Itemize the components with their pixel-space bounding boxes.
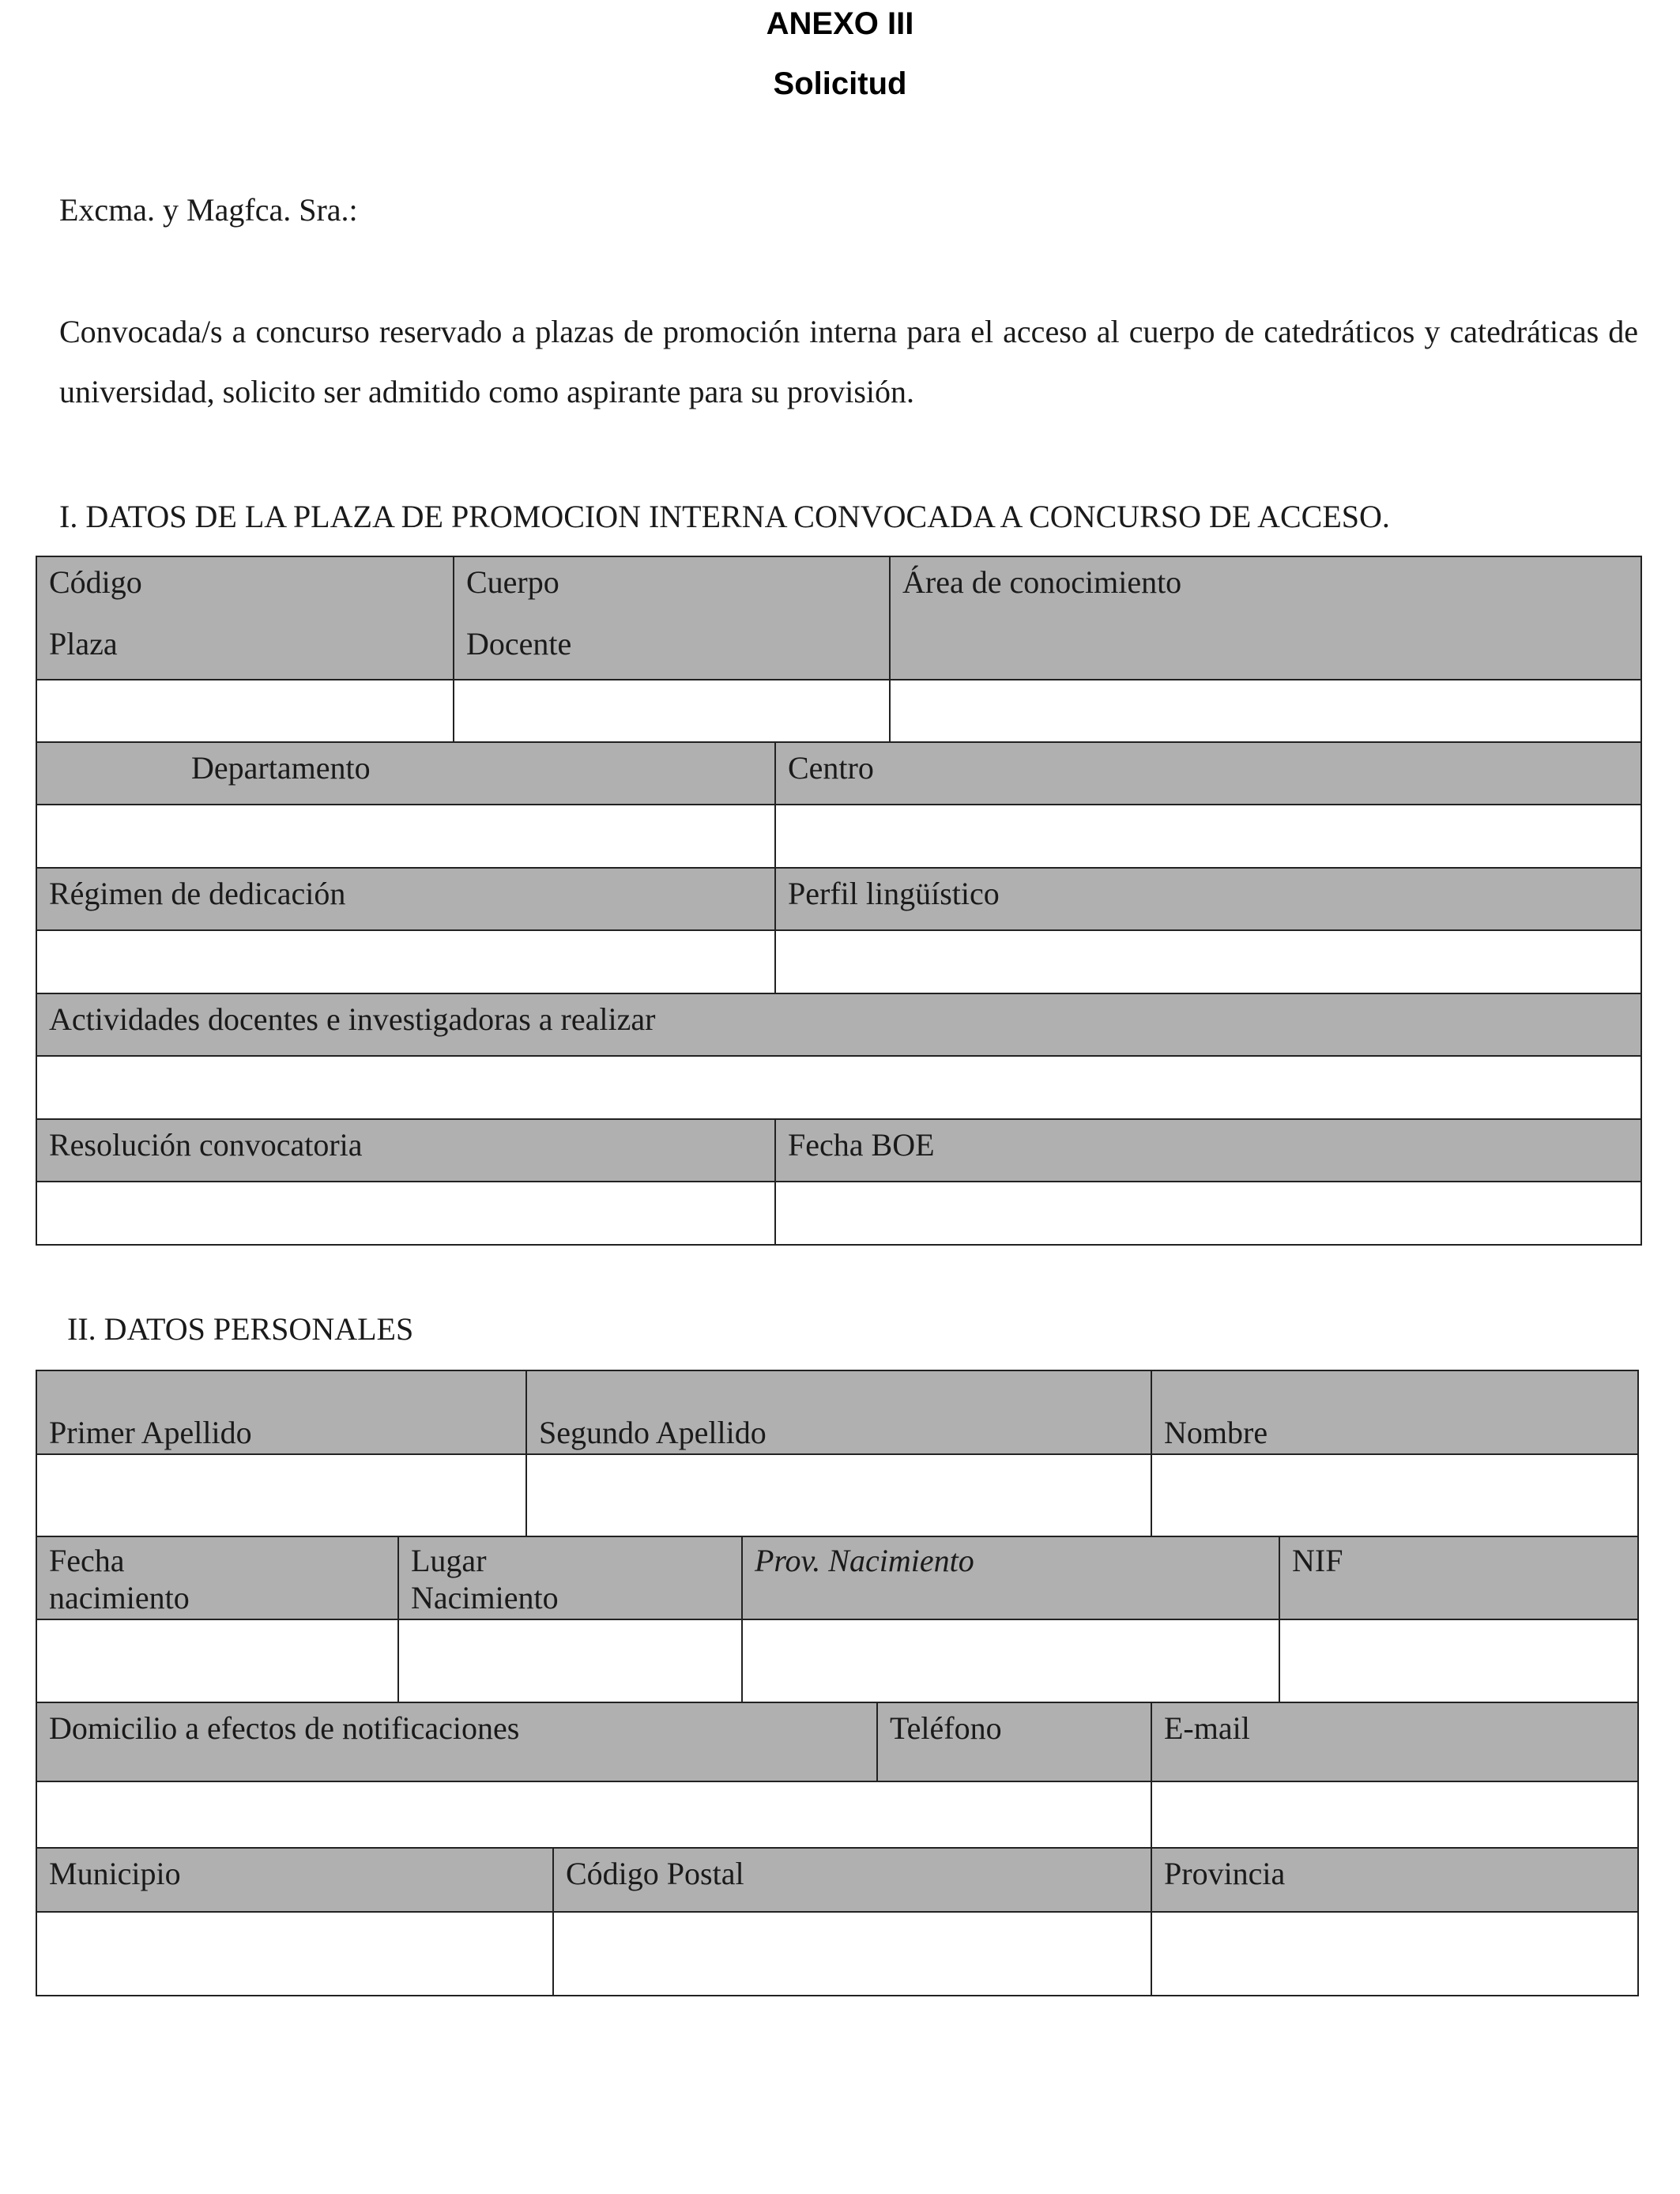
resolucion-header bbox=[36, 1118, 776, 1182]
perfil-label: Perfil lingüístico bbox=[788, 876, 1000, 911]
lugar-nacimiento-header bbox=[397, 1536, 743, 1620]
centro-label: Centro bbox=[788, 750, 874, 786]
resolucion-label: Resolución convocatoria bbox=[49, 1127, 363, 1163]
departamento-label: Departamento bbox=[191, 750, 371, 786]
primer-apellido-header bbox=[36, 1370, 527, 1455]
prov-nacimiento-header bbox=[741, 1536, 1280, 1620]
nif-header bbox=[1279, 1536, 1639, 1620]
email-field[interactable] bbox=[1151, 1781, 1639, 1849]
municipio-field[interactable] bbox=[36, 1911, 554, 1996]
telefono-label: Teléfono bbox=[890, 1710, 1002, 1746]
nombre-label: Nombre bbox=[1164, 1415, 1268, 1450]
departamento-header bbox=[36, 741, 776, 805]
centro-header bbox=[774, 741, 1642, 805]
cuerpo-docente-header bbox=[453, 556, 891, 680]
email-header bbox=[1151, 1702, 1639, 1782]
centro-field[interactable] bbox=[774, 804, 1642, 869]
primer-apellido-label: Primer Apellido bbox=[49, 1415, 252, 1450]
segundo-apellido-label: Segundo Apellido bbox=[539, 1415, 767, 1450]
regimen-field[interactable] bbox=[36, 929, 776, 994]
regimen-label: Régimen de dedicación bbox=[49, 876, 346, 911]
provincia-field[interactable] bbox=[1151, 1911, 1639, 1996]
fecha-nacimiento-label-line1: Fecha bbox=[49, 1543, 125, 1578]
departamento-field[interactable] bbox=[36, 804, 776, 869]
fecha-nacimiento-header bbox=[36, 1536, 399, 1620]
municipio-label: Municipio bbox=[49, 1856, 181, 1891]
lugar-nacimiento-label-line2: Nacimiento bbox=[411, 1580, 559, 1615]
perfil-field[interactable] bbox=[774, 929, 1642, 994]
nombre-header bbox=[1151, 1370, 1639, 1455]
fecha-boe-label: Fecha BOE bbox=[788, 1127, 935, 1163]
municipio-header bbox=[36, 1847, 554, 1913]
section-2-title: II. DATOS PERSONALES bbox=[67, 1311, 414, 1347]
fecha-nacimiento-field[interactable] bbox=[36, 1619, 399, 1703]
annex-title: ANEXO III bbox=[766, 6, 914, 41]
codigo-plaza-label-line1: Código bbox=[49, 564, 142, 600]
telefono-header bbox=[876, 1702, 1152, 1782]
nif-field[interactable] bbox=[1279, 1619, 1639, 1703]
actividades-label: Actividades docentes e investigadoras a realizar bbox=[49, 1001, 656, 1037]
lugar-nacimiento-field[interactable] bbox=[397, 1619, 743, 1703]
fecha-nacimiento-label-line2: nacimiento bbox=[49, 1580, 190, 1615]
nif-label: NIF bbox=[1292, 1543, 1343, 1578]
cuerpo-docente-label-line2: Docente bbox=[466, 626, 572, 662]
section-1-title: I. DATOS DE LA PLAZA DE PROMOCION INTERNA CONVOCADA A CONCURSO DE ACCESO. bbox=[59, 499, 1390, 534]
nombre-field[interactable] bbox=[1151, 1453, 1639, 1537]
codigo-postal-field[interactable] bbox=[552, 1911, 1152, 1996]
segundo-apellido-field[interactable] bbox=[525, 1453, 1152, 1537]
regimen-header bbox=[36, 867, 776, 931]
cuerpo-docente-label-line1: Cuerpo bbox=[466, 564, 559, 600]
document-subtitle: Solicitud bbox=[773, 66, 907, 101]
salutation: Excma. y Magfca. Sra.: bbox=[59, 192, 358, 228]
prov-nacimiento-field[interactable] bbox=[741, 1619, 1280, 1703]
area-conocimiento-field[interactable] bbox=[889, 679, 1642, 743]
intro-paragraph: Convocada/s a concurso reservado a plazas de promoción interna para el acceso al cuerpo de catedráticos y catedráticas de universidad, solicito ser admitido como aspirante para su provisión. bbox=[59, 314, 1638, 409]
actividades-header bbox=[36, 993, 1642, 1057]
codigo-plaza-label-line2: Plaza bbox=[49, 626, 118, 662]
segundo-apellido-header bbox=[525, 1370, 1152, 1455]
area-conocimiento-header bbox=[889, 556, 1642, 680]
domicilio-telefono-field[interactable] bbox=[36, 1781, 1152, 1849]
primer-apellido-field[interactable] bbox=[36, 1453, 527, 1537]
fecha-boe-header bbox=[774, 1118, 1642, 1182]
provincia-label: Provincia bbox=[1164, 1856, 1286, 1891]
codigo-postal-label: Código Postal bbox=[566, 1856, 744, 1891]
area-conocimiento-label: Área de conocimiento bbox=[902, 564, 1182, 600]
prov-nacimiento-label: Prov. Nacimiento bbox=[755, 1543, 974, 1578]
domicilio-header bbox=[36, 1702, 878, 1782]
perfil-header bbox=[774, 867, 1642, 931]
email-label: E-mail bbox=[1164, 1710, 1250, 1746]
codigo-plaza-field[interactable] bbox=[36, 679, 454, 743]
domicilio-label: Domicilio a efectos de notificaciones bbox=[49, 1710, 520, 1746]
codigo-postal-header bbox=[552, 1847, 1152, 1913]
actividades-field[interactable] bbox=[36, 1055, 1642, 1120]
cuerpo-docente-field[interactable] bbox=[453, 679, 891, 743]
lugar-nacimiento-label-line1: Lugar bbox=[411, 1543, 487, 1578]
resolucion-field[interactable] bbox=[36, 1181, 776, 1246]
fecha-boe-field[interactable] bbox=[774, 1181, 1642, 1246]
provincia-header bbox=[1151, 1847, 1639, 1913]
codigo-plaza-header bbox=[36, 556, 454, 680]
